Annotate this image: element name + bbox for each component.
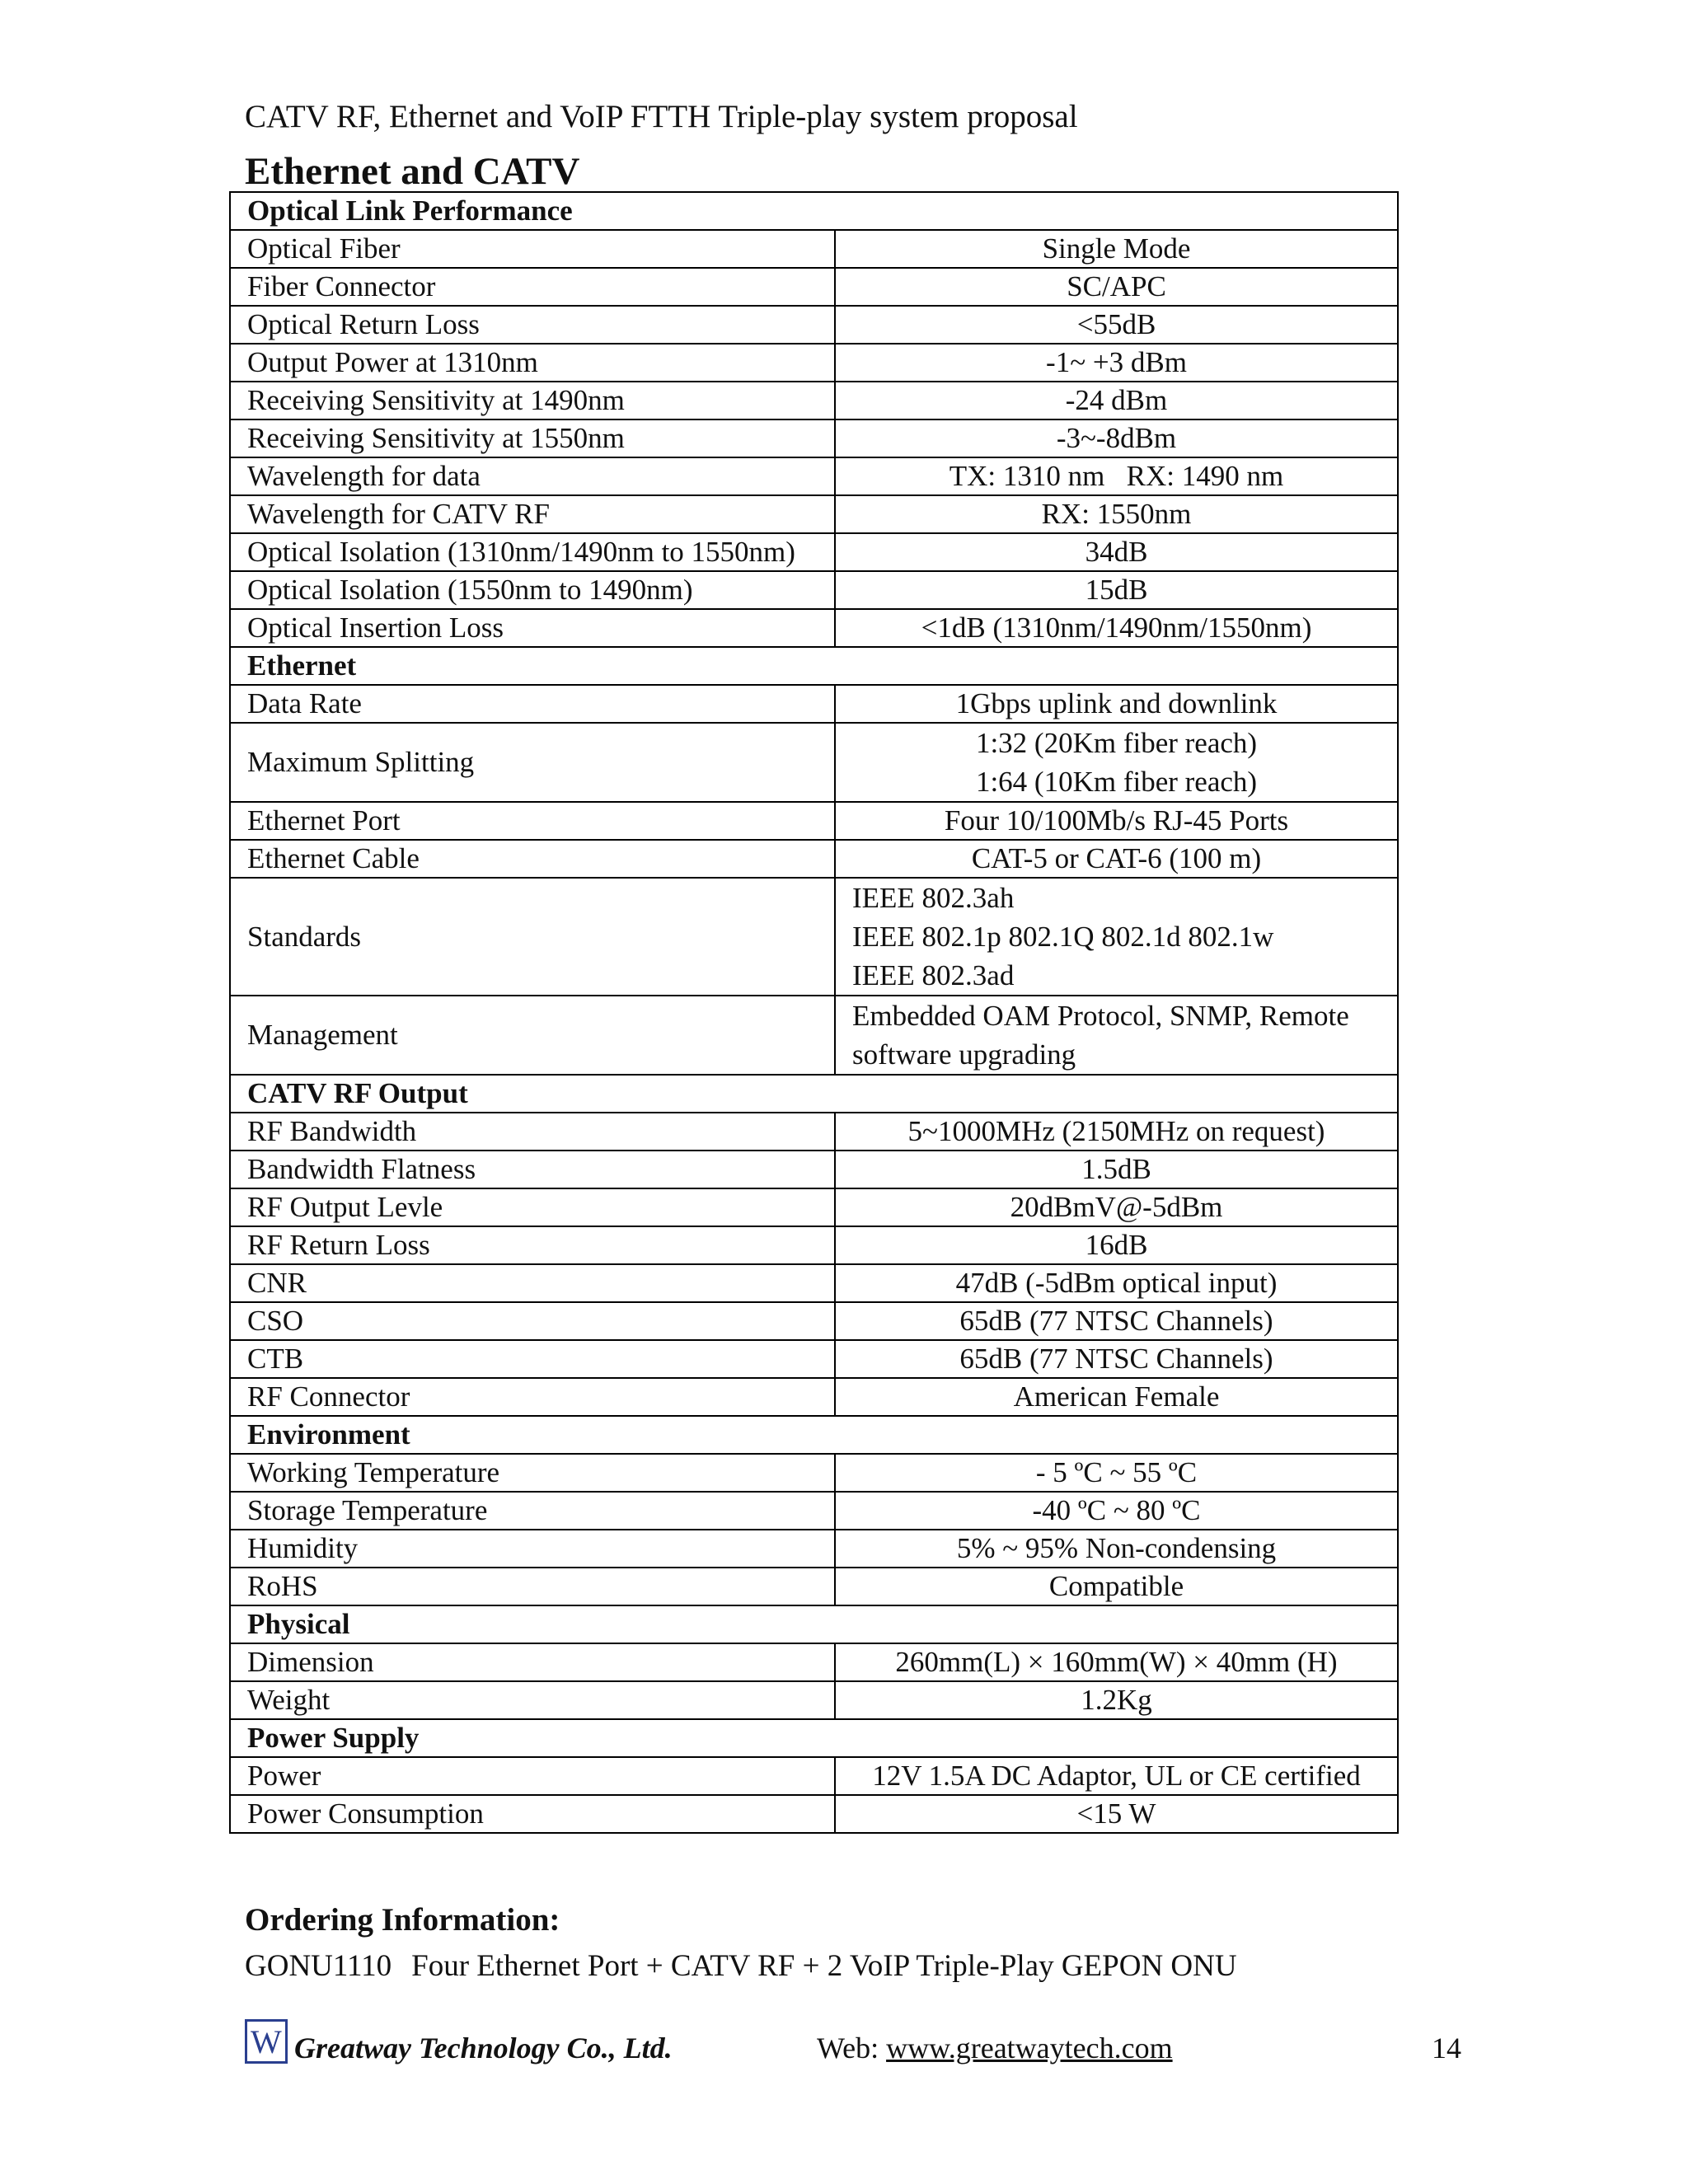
spec-value xyxy=(835,878,1398,996)
table-row xyxy=(230,533,1398,571)
spec-label: Optical Isolation (1550nm to 1490nm) xyxy=(230,571,835,609)
table-row xyxy=(230,1568,1398,1605)
spec-value: 16dB xyxy=(835,1226,1398,1264)
web-link[interactable]: www.greatwaytech.com xyxy=(886,2032,1173,2064)
table-row xyxy=(230,1340,1398,1378)
spec-label: Receiving Sensitivity at 1490nm xyxy=(230,382,835,419)
spec-label: RF Return Loss xyxy=(230,1226,835,1264)
spec-label: Optical Insertion Loss xyxy=(230,609,835,647)
spec-label: Data Rate xyxy=(230,685,835,723)
spec-label: Optical Fiber xyxy=(230,230,835,268)
spec-label: Wavelength for CATV RF xyxy=(230,495,835,533)
spec-value: SC/APC xyxy=(835,268,1398,306)
section-title: Ethernet and CATV xyxy=(245,150,580,193)
spec-value: 5% ~ 95% Non-condensing xyxy=(835,1530,1398,1568)
spec-label: RF Bandwidth xyxy=(230,1113,835,1151)
spec-value: 1.2Kg xyxy=(835,1681,1398,1719)
spec-value xyxy=(835,996,1398,1075)
section-heading: Physical xyxy=(230,1605,1398,1643)
spec-value: 1.5dB xyxy=(835,1151,1398,1188)
table-row xyxy=(230,1378,1398,1416)
spec-value: Four 10/100Mb/s RJ-45 Ports xyxy=(835,802,1398,840)
table-row xyxy=(230,1757,1398,1795)
table-row xyxy=(230,1795,1398,1833)
spec-label: RF Output Levle xyxy=(230,1188,835,1226)
spec-value: Compatible xyxy=(835,1568,1398,1605)
spec-label: Optical Return Loss xyxy=(230,306,835,344)
web-label: Web: xyxy=(817,2032,879,2064)
table-row xyxy=(230,1530,1398,1568)
spec-label: RF Connector xyxy=(230,1378,835,1416)
table-row xyxy=(230,344,1398,382)
spec-value: <1dB (1310nm/1490nm/1550nm) xyxy=(835,609,1398,647)
spec-label: Power Consumption xyxy=(230,1795,835,1833)
spec-label: Working Temperature xyxy=(230,1454,835,1492)
spec-value: 15dB xyxy=(835,571,1398,609)
section-heading: Environment xyxy=(230,1416,1398,1454)
spec-label: Humidity xyxy=(230,1530,835,1568)
spec-label: Storage Temperature xyxy=(230,1492,835,1530)
spec-label: Receiving Sensitivity at 1550nm xyxy=(230,419,835,457)
spec-value: 47dB (-5dBm optical input) xyxy=(835,1264,1398,1302)
spec-label: Weight xyxy=(230,1681,835,1719)
table-row xyxy=(230,1643,1398,1681)
spec-label: Ethernet Port xyxy=(230,802,835,840)
table-row xyxy=(230,571,1398,609)
spec-value: 65dB (77 NTSC Channels) xyxy=(835,1340,1398,1378)
spec-value: 12V 1.5A DC Adaptor, UL or CE certified xyxy=(835,1757,1398,1795)
spec-value: TX: 1310 nm RX: 1490 nm xyxy=(835,457,1398,495)
table-row xyxy=(230,1188,1398,1226)
page-number: 14 xyxy=(1432,2032,1461,2064)
spec-value-line: Embedded OAM Protocol, SNMP, Remote xyxy=(852,1000,1349,1032)
spec-label: CSO xyxy=(230,1302,835,1340)
table-row xyxy=(230,802,1398,840)
table-row xyxy=(230,230,1398,268)
spec-value: -40 ºC ~ 80 ºC xyxy=(835,1492,1398,1530)
table-row xyxy=(230,268,1398,306)
spec-value-line: IEEE 802.3ah xyxy=(852,882,1015,914)
spec-value-line: 1:32 (20Km fiber reach) xyxy=(975,727,1258,759)
spec-label: Ethernet Cable xyxy=(230,840,835,878)
spec-value: <15 W xyxy=(835,1795,1398,1833)
spec-label: Dimension xyxy=(230,1643,835,1681)
page-footer xyxy=(245,2019,1473,2077)
table-row xyxy=(230,457,1398,495)
spec-value: -24 dBm xyxy=(835,382,1398,419)
spec-value: 20dBmV@-5dBm xyxy=(835,1188,1398,1226)
spec-label: Power xyxy=(230,1757,835,1795)
ordering-code: GONU1110 xyxy=(245,1949,392,1983)
spec-label: Maximum Splitting xyxy=(230,723,835,802)
spec-value-line: 1:64 (10Km fiber reach) xyxy=(975,766,1258,798)
document-header: CATV RF, Ethernet and VoIP FTTH Triple-play system proposal xyxy=(245,99,1078,134)
company-name: Greatway Technology Co., Ltd. xyxy=(294,2032,673,2064)
spec-label: RoHS xyxy=(230,1568,835,1605)
table-row xyxy=(230,840,1398,878)
table-row xyxy=(230,419,1398,457)
spec-label: Fiber Connector xyxy=(230,268,835,306)
table-row xyxy=(230,1681,1398,1719)
spec-label: CNR xyxy=(230,1264,835,1302)
spec-value xyxy=(835,723,1398,802)
section-heading: Power Supply xyxy=(230,1719,1398,1757)
spec-value: -3~-8dBm xyxy=(835,419,1398,457)
spec-label: Management xyxy=(230,996,835,1075)
table-row xyxy=(230,1454,1398,1492)
ordering-item xyxy=(245,1943,1237,1989)
spec-value-line: IEEE 802.1p 802.1Q 802.1d 802.1w xyxy=(852,921,1274,953)
section-row-optical xyxy=(230,192,1398,230)
spec-value: Single Mode xyxy=(835,230,1398,268)
spec-table xyxy=(229,191,1399,1834)
table-row xyxy=(230,1226,1398,1264)
table-row xyxy=(230,1492,1398,1530)
table-row xyxy=(230,495,1398,533)
table-row xyxy=(230,723,1398,802)
table-row xyxy=(230,1151,1398,1188)
spec-value: 5~1000MHz (2150MHz on request) xyxy=(835,1113,1398,1151)
section-heading: Optical Link Performance xyxy=(230,192,1398,230)
spec-label: Bandwidth Flatness xyxy=(230,1151,835,1188)
spec-value: CAT-5 or CAT-6 (100 m) xyxy=(835,840,1398,878)
table-row xyxy=(230,1113,1398,1151)
spec-label: Standards xyxy=(230,878,835,996)
spec-value-line: IEEE 802.3ad xyxy=(852,959,1015,991)
spec-value-line: software upgrading xyxy=(852,1038,1076,1071)
spec-value: 34dB xyxy=(835,533,1398,571)
ordering-description: Four Ethernet Port + CATV RF + 2 VoIP Triple-Play GEPON ONU xyxy=(411,1949,1237,1983)
spec-label: CTB xyxy=(230,1340,835,1378)
section-row-power xyxy=(230,1719,1398,1757)
spec-label: Output Power at 1310nm xyxy=(230,344,835,382)
section-heading: CATV RF Output xyxy=(230,1075,1398,1113)
web-reference xyxy=(817,2026,1173,2071)
section-heading: Ethernet xyxy=(230,647,1398,685)
section-row-ethernet xyxy=(230,647,1398,685)
section-row-environment xyxy=(230,1416,1398,1454)
spec-value: 1Gbps uplink and downlink xyxy=(835,685,1398,723)
table-row xyxy=(230,609,1398,647)
table-row xyxy=(230,996,1398,1075)
spec-label: Optical Isolation (1310nm/1490nm to 1550nm) xyxy=(230,533,835,571)
table-row xyxy=(230,685,1398,723)
section-row-physical xyxy=(230,1605,1398,1643)
spec-value: 260mm(L) × 160mm(W) × 40mm (H) xyxy=(835,1643,1398,1681)
greatway-w-logo-icon xyxy=(245,2019,288,2064)
spec-value: -1~ +3 dBm xyxy=(835,344,1398,382)
table-row xyxy=(230,306,1398,344)
table-row xyxy=(230,1302,1398,1340)
section-row-catv xyxy=(230,1075,1398,1113)
spec-value: American Female xyxy=(835,1378,1398,1416)
spec-label: Wavelength for data xyxy=(230,457,835,495)
svg-text:W: W xyxy=(251,2023,282,2060)
spec-value: RX: 1550nm xyxy=(835,495,1398,533)
table-row xyxy=(230,1264,1398,1302)
ordering-title: Ordering Information: xyxy=(245,1902,560,1938)
spec-value: - 5 ºC ~ 55 ºC xyxy=(835,1454,1398,1492)
spec-value: 65dB (77 NTSC Channels) xyxy=(835,1302,1398,1340)
spec-value: <55dB xyxy=(835,306,1398,344)
table-row xyxy=(230,878,1398,996)
table-row xyxy=(230,382,1398,419)
